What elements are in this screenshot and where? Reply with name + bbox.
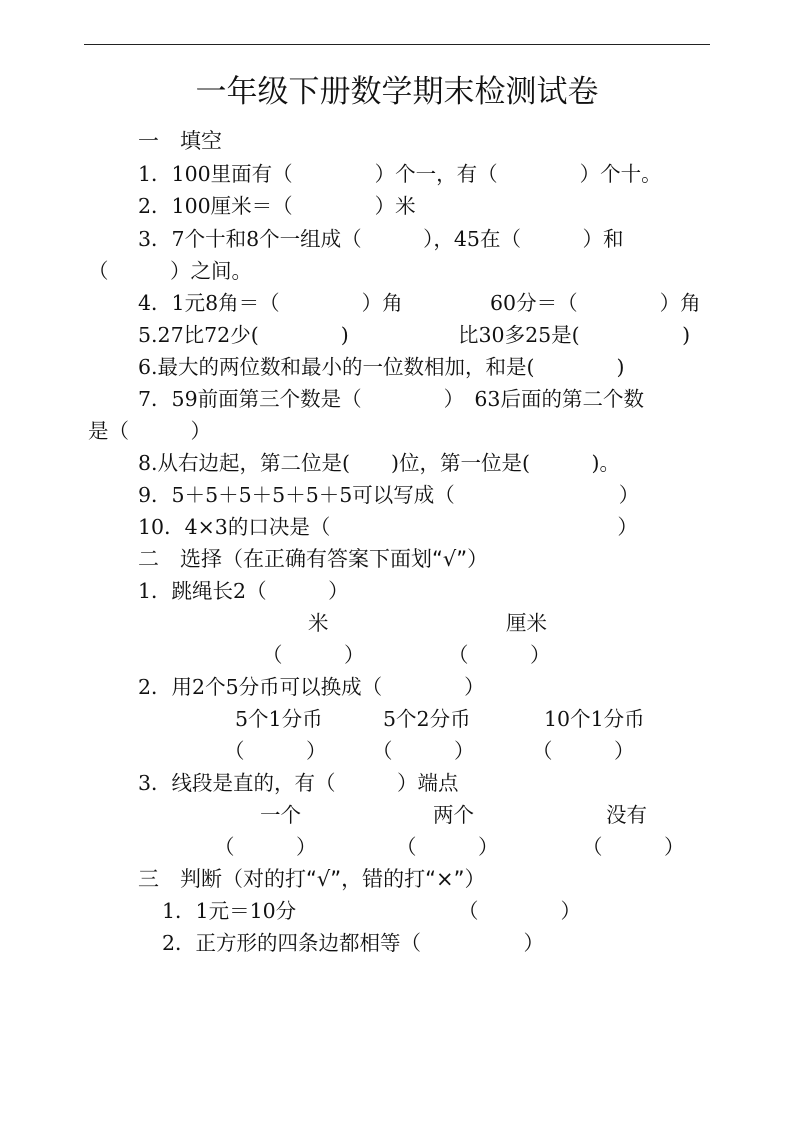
question-3-2: 2．正方形的四条边都相等（ ） (162, 931, 545, 955)
option-10-one-cent: 10个1分币 (544, 707, 645, 731)
question-1-5a: 5.27比72少( ) (138, 323, 349, 347)
option-5-two-cent: 5个2分币 (383, 707, 471, 731)
question-2-2: 2．用2个5分币可以换成（ ） (138, 675, 485, 699)
question-1-7-cont: 是（ ） (88, 419, 211, 443)
option-two: 两个 (433, 803, 474, 827)
answer-blank: （ ） (372, 739, 475, 763)
question-1-6: 6.最大的两位数和最小的一位数相加，和是( ) (138, 355, 625, 379)
option-none: 没有 (606, 803, 647, 827)
question-2-3: 3．线段是直的，有（ ）端点 (138, 771, 459, 795)
question-2-1: 1．跳绳长2（ ） (138, 579, 349, 603)
option-meter: 米 (308, 611, 329, 635)
answer-blank: （ ） (532, 739, 635, 763)
answer-blank: （ ） (458, 899, 581, 923)
page-title: 一年级下册数学期末检测试卷 (195, 74, 599, 110)
question-1-7: 7．59前面第三个数是（ ） 63后面的第二个数 (138, 387, 644, 411)
question-1-2: 2．100厘米＝（ ）米 (138, 194, 416, 218)
answer-blank: （ ） (582, 835, 685, 859)
question-1-4b: 60分＝（ ）角 (490, 291, 701, 315)
answer-blank: （ ） (448, 643, 551, 667)
section-fill-blank-heading: 一 填空 (138, 129, 222, 153)
question-3-1: 1．1元＝10分 (162, 899, 297, 923)
question-1-1: 1．100里面有（ ）个一，有（ ）个十。 (138, 162, 662, 186)
question-1-3: 3．7个十和8个一组成（ ），45在（ ）和 (138, 227, 624, 251)
question-1-3-cont: （ ）之间。 (88, 259, 252, 283)
answer-blank: （ ） (396, 835, 499, 859)
section-judge-heading: 三 判断（对的打“√”，错的打“×”） (138, 867, 486, 891)
answer-blank: （ ） (262, 643, 365, 667)
section-choice-heading: 二 选择（在正确有答案下面划“√”） (138, 547, 489, 571)
answer-blank: （ ） (214, 835, 317, 859)
question-1-10: 10．4×3的口决是（ ） (138, 515, 638, 539)
header-rule (84, 44, 710, 45)
question-1-4a: 4．1元8角＝（ ）角 (138, 291, 403, 315)
answer-blank: （ ） (224, 739, 327, 763)
option-one: 一个 (260, 803, 301, 827)
question-1-5b: 比30多25是( ) (458, 323, 691, 347)
option-centimeter: 厘米 (506, 611, 547, 635)
question-1-8: 8.从右边起，第二位是( )位，第一位是( )。 (138, 451, 621, 475)
question-1-9: 9．5＋5＋5＋5＋5＋5可以写成（ ） (138, 483, 640, 507)
option-5-one-cent: 5个1分币 (235, 707, 323, 731)
